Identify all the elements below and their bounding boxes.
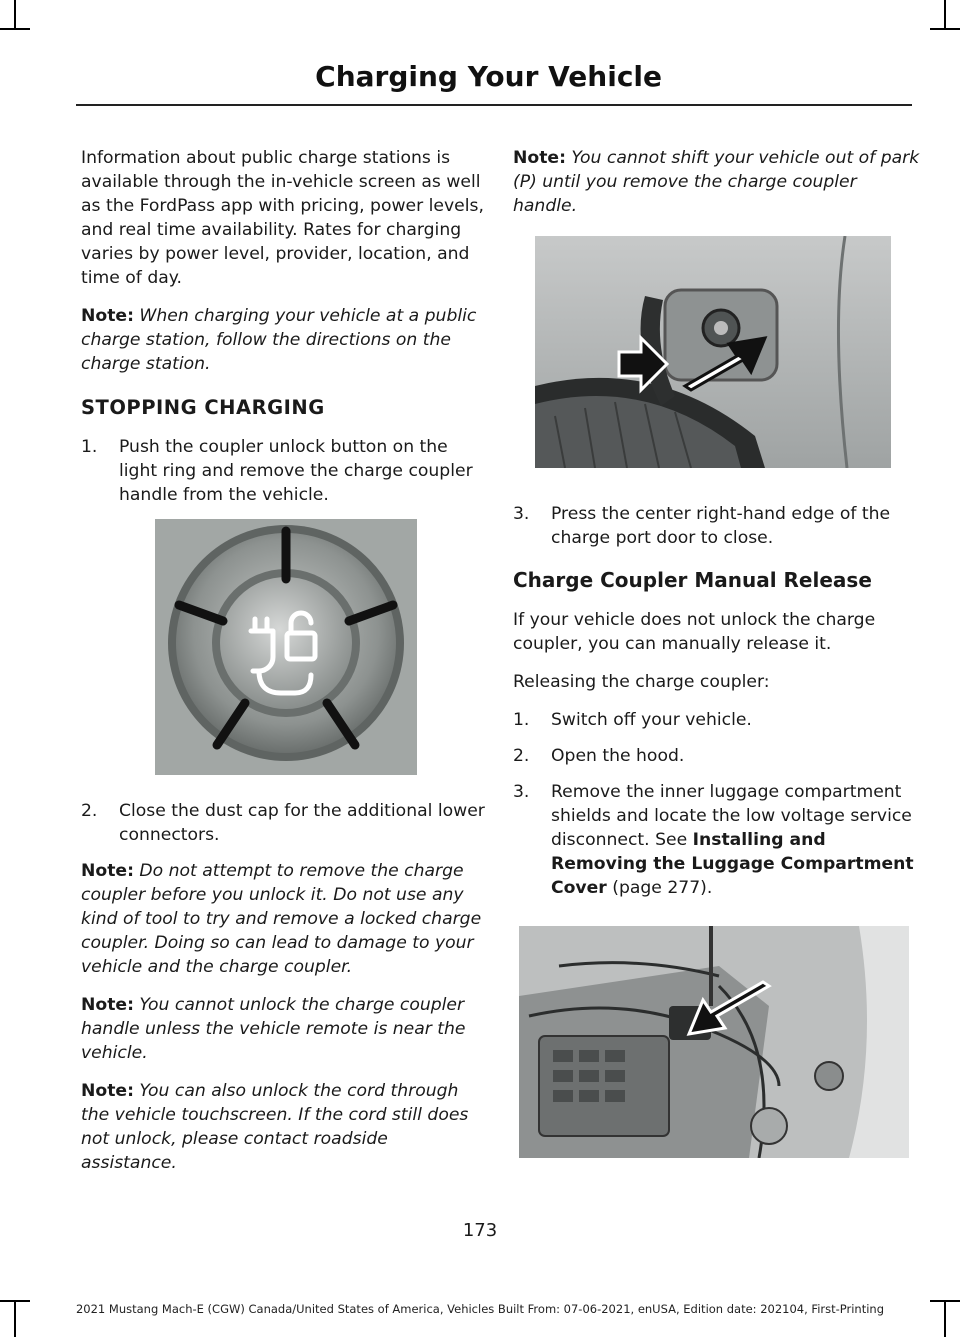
header-divider [76,104,912,106]
note-text: Do not attempt to remove the charge coupler before you unlock it. Do not use any kind of tool to try and remove a locked charge coupler. Doing so can lead to damage to your vehicle and the charge coupler. [81,861,482,977]
page-number: 173 [462,1220,498,1241]
note-label: Note: [81,861,134,881]
crop-mark [944,0,946,28]
left-column [81,146,489,1189]
engine-bay-disconnect-illustration [519,926,909,1158]
step-number: 3. [513,504,530,524]
note-label: Note: [81,995,134,1015]
paragraph: Releasing the charge coupler: [513,672,770,692]
step-number: 1. [81,437,98,457]
step-number: 1. [513,710,530,730]
cross-reference-link[interactable]: Installing and Removing the Luggage Compartment Cover [551,830,914,898]
step-text: Press the center right-hand edge of the charge port door to close. [551,504,891,548]
footer-edition-info: 2021 Mustang Mach-E (CGW) Canada/United States of America, Vehicles Built From: 07-06-2021, enUSA, Edition date: 202104, First-Printing [75,1302,884,1316]
section-heading: STOPPING CHARGING [81,396,325,419]
subsection-heading: Charge Coupler Manual Release [513,568,872,592]
note-text: You can also unlock the cord through the vehicle touchscreen. If the cord still does not unlock, please contact roadside assistance. [81,1081,469,1173]
note-label: Note: [513,148,566,168]
step-number: 2. [513,746,530,766]
crop-mark [14,0,16,28]
step-item [81,435,489,507]
note-text: You cannot unlock the charge coupler handle unless the vehicle remote is near the vehicle. [81,995,466,1063]
note-text: You cannot shift your vehicle out of park (P) until you remove the charge coupler handle. [513,148,920,216]
note-label: Note: [81,1081,134,1101]
crop-mark [0,28,30,30]
step-item [81,799,489,847]
note-label: Note: [81,306,134,326]
step-number: 2. [81,801,98,821]
note [81,993,489,1065]
note-text: When charging your vehicle at a public charge station, follow the directions on the charge station. [81,306,477,374]
charge-port-door-illustration [535,236,891,468]
step-text-body: Remove the inner luggage compartment shields and locate the low voltage service disconnect. See [551,782,912,850]
note [81,859,489,979]
step-number: 3. [513,782,530,802]
step-item [513,708,921,732]
step-text: Switch off your vehicle. [551,710,752,730]
crop-mark [930,28,960,30]
page-title: Charging Your Vehicle [315,60,662,93]
step-text: Close the dust cap for the additional lower connectors. [119,801,485,845]
note [81,1079,489,1175]
step-item [513,744,921,768]
right-column [513,146,921,1158]
step-text: Push the coupler unlock button on the light ring and remove the charge coupler handle from the vehicle. [119,437,473,505]
note [81,304,489,376]
paragraph: If your vehicle does not unlock the charge coupler, you can manually release it. [513,610,876,654]
coupler-unlock-button-illustration [155,519,417,775]
step-item [513,502,921,550]
note [513,146,921,218]
step-item [513,780,921,900]
step-text: Open the hood. [551,746,685,766]
intro-paragraph: Information about public charge stations is available through the in-vehicle screen as well as the FordPass app with pricing, power levels, and real time availability. Rates for charging varies by power level, provider, location, and time of day. [81,148,484,288]
step-text [551,780,921,900]
page-reference: (page 277). [612,878,713,898]
